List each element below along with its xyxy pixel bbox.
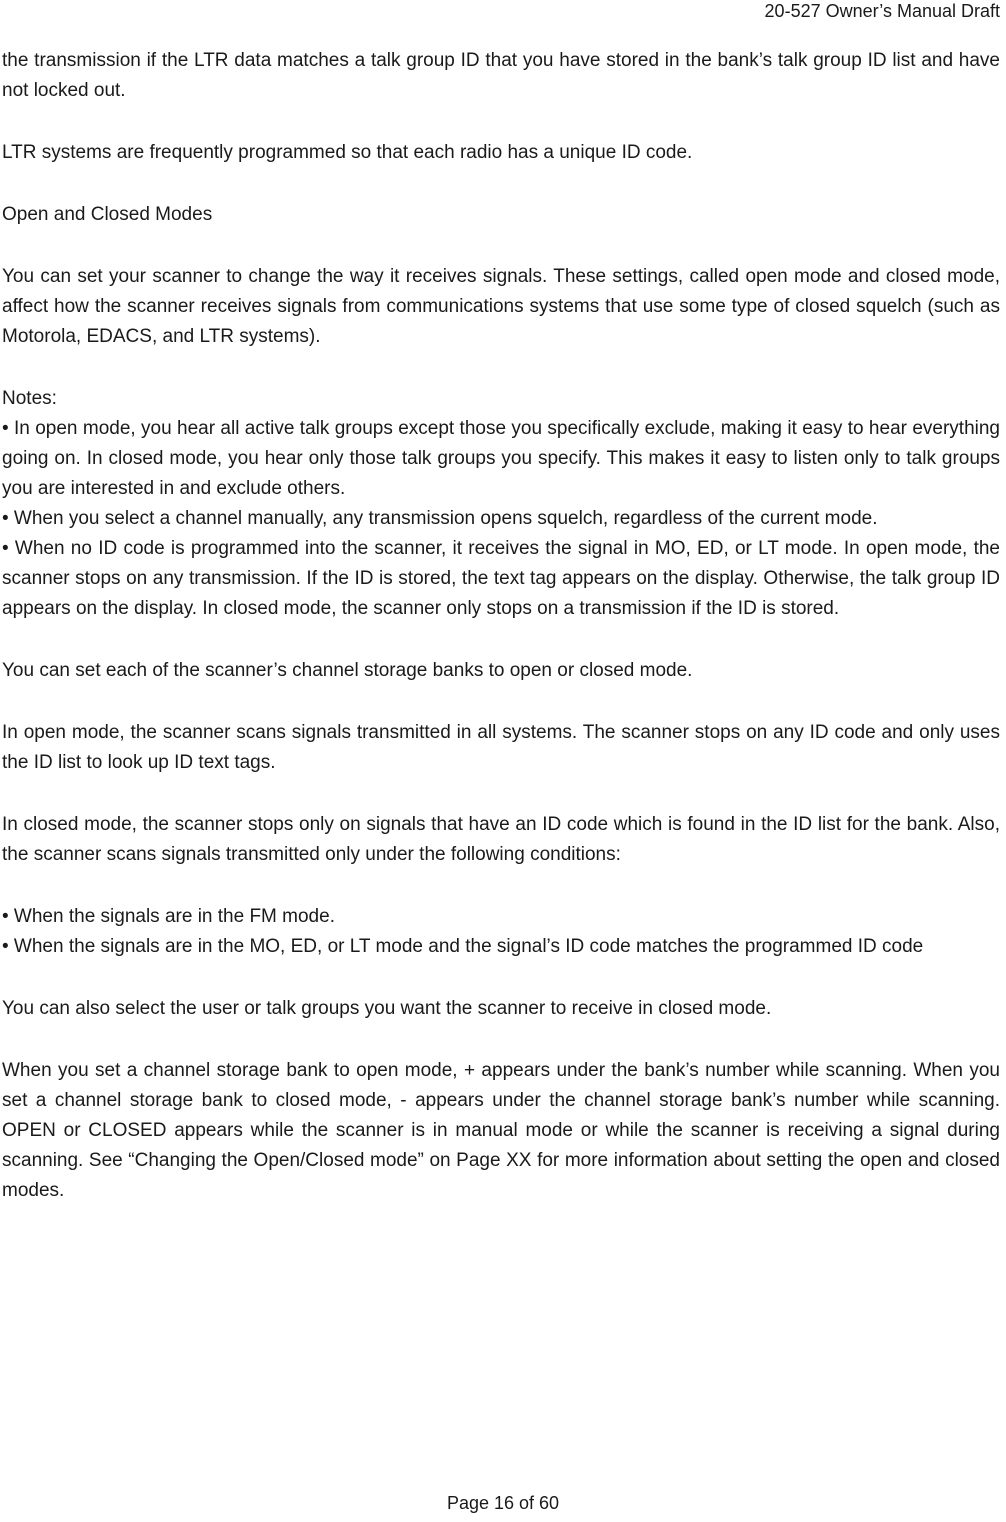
section-heading-open-closed-modes: Open and Closed Modes	[2, 204, 213, 225]
paragraph-ltr-unique-id: LTR systems are frequently programmed so that each radio has a unique ID code.	[2, 142, 693, 163]
condition-item: • When the signals are in the MO, ED, or LT mode and the signal’s ID code matches the programmed ID code	[2, 936, 924, 957]
note-item: • When no ID code is programmed into the scanner, it receives the signal in MO, ED, or LT mode. In open mode, the scanner stops on any transmission. If the ID is stored, the text tag appears on the display. Otherwise, the talk group ID appears on the display. In closed mode, the scanner only stops on a transmission if the ID is stored.	[2, 538, 1000, 619]
document-header: 20-527 Owner’s Manual Draft	[764, 1, 1000, 21]
paragraph-modes-intro: You can set your scanner to change the way it receives signals. These settings, called open mode and closed mode, affect how the scanner receives signals from communications systems that use some type of closed squelch (such as Motorola, EDACS, and LTR systems).	[2, 266, 1000, 347]
paragraph-open-mode: In open mode, the scanner scans signals transmitted in all systems. The scanner stops on any ID code and only uses the ID list to look up ID text tags.	[2, 722, 1000, 773]
condition-item: • When the signals are in the FM mode.	[2, 906, 335, 927]
paragraph-ltr-match: the transmission if the LTR data matches a talk group ID that you have stored in the bank’s talk group ID list and have not locked out.	[2, 50, 1000, 101]
notes-block	[2, 384, 1000, 624]
conditions-list	[2, 902, 1000, 962]
paragraph-mode-indicators: When you set a channel storage bank to open mode, + appears under the bank’s number while scanning. When you set a channel storage bank to closed mode, - appears under the channel storage bank’s number while scanning. OPEN or CLOSED appears while the scanner is in manual mode or while the scanner is receiving a signal during scanning. See “Changing the Open/Closed mode” on Page XX for more information about setting the open and closed modes.	[2, 1060, 1000, 1201]
paragraph-bank-modes: You can set each of the scanner’s channel storage banks to open or closed mode.	[2, 660, 693, 681]
note-item: • When you select a channel manually, any transmission opens squelch, regardless of the current mode.	[2, 508, 878, 529]
paragraph-select-talk-groups: You can also select the user or talk groups you want the scanner to receive in closed mode.	[2, 998, 772, 1019]
note-item: • In open mode, you hear all active talk groups except those you specifically exclude, making it easy to hear everything going on. In closed mode, you hear only those talk groups you specify. This makes it easy to listen only to talk groups you are interested in and exclude others.	[2, 418, 1000, 499]
notes-label: Notes:	[2, 388, 57, 409]
page-number: Page 16 of 60	[446, 1493, 560, 1513]
paragraph-closed-mode: In closed mode, the scanner stops only on signals that have an ID code which is found in the ID list for the bank. Also, the scanner scans signals transmitted only under the following conditions:	[2, 814, 1000, 865]
document-body	[2, 46, 1000, 1238]
